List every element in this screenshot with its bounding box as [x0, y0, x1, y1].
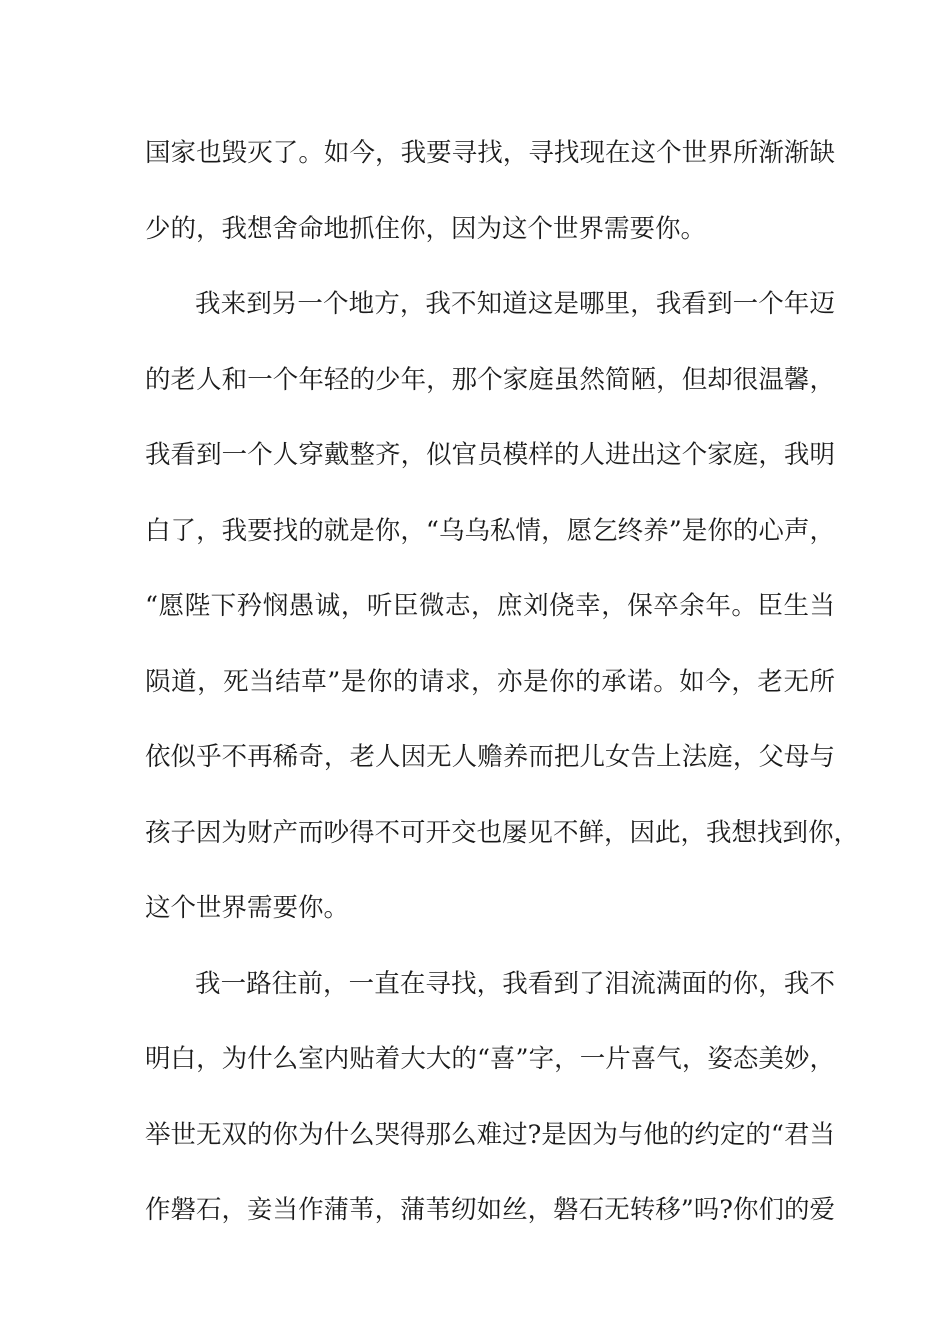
text-line: 作磐石，妾当作蒲苇，蒲苇纫如丝，磐石无转移”吗?你们的爱: [145, 1195, 835, 1225]
document-body: [145, 131, 860, 1264]
text-line: 国家也毁灭了。如今，我要寻找，寻找现在这个世界所渐渐缺: [145, 138, 835, 168]
text-line: 我看到一个人穿戴整齐，似官员模样的人进出这个家庭，我明: [145, 440, 835, 470]
text-line: 举世无双的你为什么哭得那么难过?是因为与他的约定的“君当: [145, 1119, 835, 1150]
text-line: 少的，我想舍命地抓住你，因为这个世界需要你。: [145, 213, 707, 244]
text-line: 孩子因为财产而吵得不可开交也屡见不鲜，因此，我想找到你，: [145, 817, 860, 848]
text-line: 这个世界需要你。: [145, 893, 350, 923]
text-line: 依似乎不再稀奇，老人因无人赡养而把儿女告上法庭，父母与: [145, 742, 835, 772]
paragraph-start-line: 我一路往前，一直在寻找，我看到了泪流满面的你，我不: [195, 968, 835, 999]
text-line: 白了，我要找的就是你，“乌乌私情，愿乞终养”是你的心声，: [145, 515, 835, 546]
paragraph-start-line: 我来到另一个地方，我不知道这是哪里，我看到一个年迈: [195, 289, 835, 319]
text-line: 明白，为什么室内贴着大大的“喜”字，一片喜气，姿态美妙，: [145, 1044, 835, 1074]
text-line: 的老人和一个年轻的少年，那个家庭虽然简陋，但却很温馨，: [145, 364, 835, 395]
text-line: 陨道，死当结草”是你的请求，亦是你的承诺。如今，老无所: [145, 666, 835, 697]
text-line: “愿陛下矜悯愚诚，听臣微志，庶刘侥幸，保卒余年。臣生当: [145, 591, 835, 621]
